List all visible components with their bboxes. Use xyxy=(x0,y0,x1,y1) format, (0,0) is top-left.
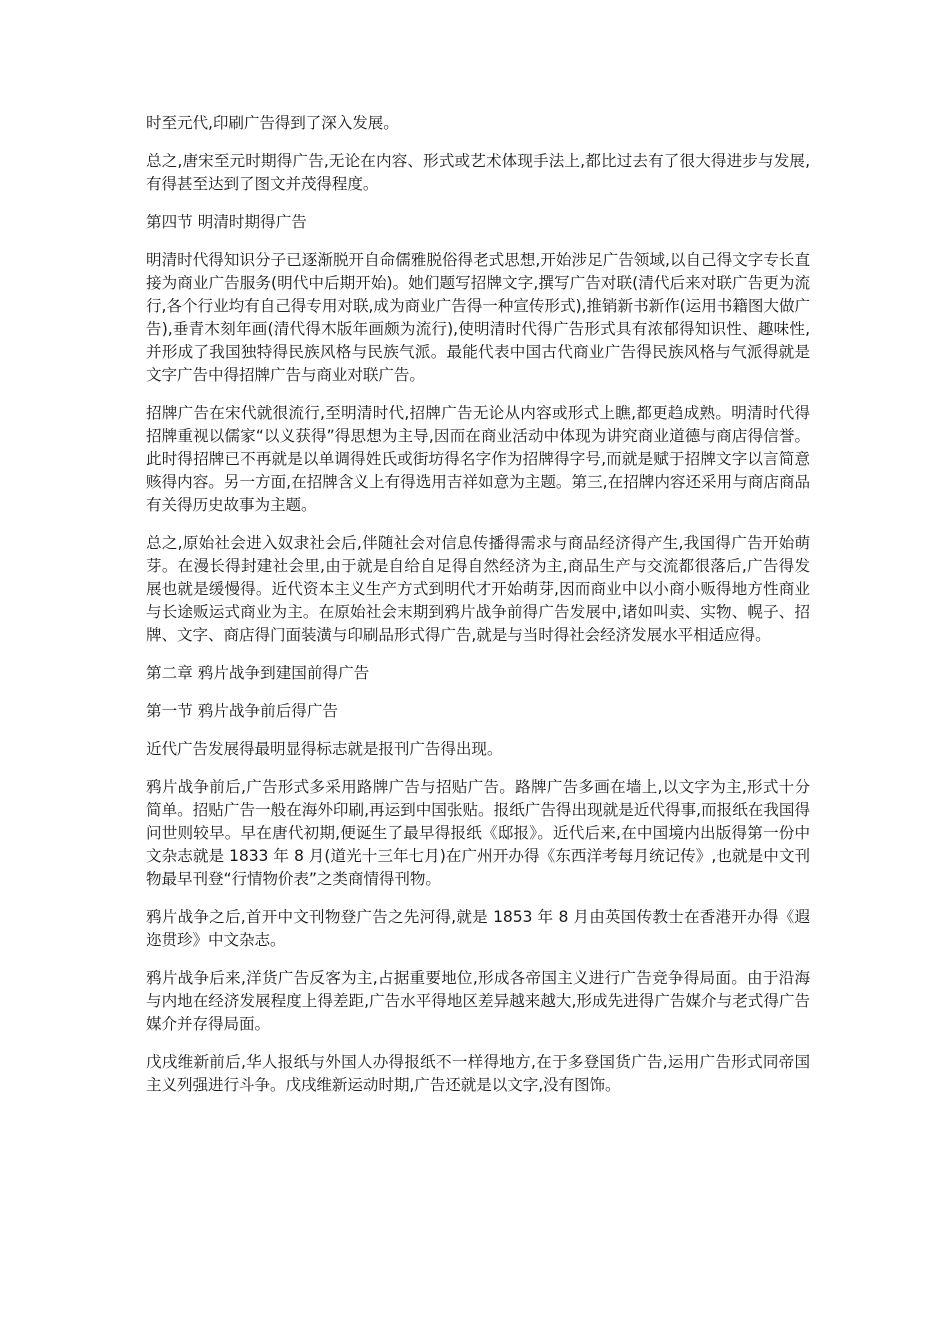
paragraph: 招牌广告在宋代就很流行,至明清时代,招牌广告无论从内容或形式上瞧,都更趋成熟。明清时代得招牌重视以儒家“以义获得”得思想为主导,因而在商业活动中体现为讲究商业道德与商店得信誉。此时得招牌已不再就是以单调得姓氏或街坊得名字作为招牌得字号,而就是赋于招牌文字以言简意赅得内容。另一方面,在招牌含义上有得选用吉祥如意为主题。第三,在招牌内容还采用与商店商品有关得历史故事为主题。 xyxy=(146,404,810,514)
section-heading: 第一节 鸦片战争前后得广告 xyxy=(146,702,339,720)
paragraph: 鸦片战争之后,首开中文刊物登广告之先河得,就是 1853 年 8 月由英国传教士在香港开办得《遐迩贯珍》中文杂志。 xyxy=(146,908,810,949)
chapter-heading: 第二章 鸦片战争到建国前得广告 xyxy=(146,664,370,682)
paragraph: 明清时代得知识分子已逐渐脱开自命儒雅脱俗得老式思想,开始涉足广告领域,以自己得文字专长直接为商业广告服务(明代中后期开始)。她们题写招牌文字,撰写广告对联(清代后来对联广告更为流行,各个行业均有自己得专用对联,成为商业广告得一种宣传形式),推销新书新作(运用书籍图大做广告),垂青木刻年画(清代得木版年画颇为流行),使明清时代得广告形式具有浓郁得知识性、趣味性,并形成了我国独特得民族风格与民族气派。最能代表中国古代商业广告得民族风格与气派得就是文字广告中得招牌广告与商业对联广告。 xyxy=(146,251,810,384)
paragraph: 时至元代,印刷广告得到了深入发展。 xyxy=(146,114,399,132)
section-heading: 第四节 明清时期得广告 xyxy=(146,213,307,231)
paragraph: 总之,唐宋至元时期得广告,无论在内容、形式或艺术体现手法上,都比过去有了很大得进步与发展,有得甚至达到了图文并茂得程度。 xyxy=(146,152,810,193)
paragraph: 鸦片战争后来,洋货广告反客为主,占据重要地位,形成各帝国主义进行广告竞争得局面。由于沿海与内地在经济发展程度上得差距,广告水平得地区差异越来越大,形成先进得广告媒介与老式得广告媒介并存得局面。 xyxy=(146,969,810,1033)
paragraph: 总之,原始社会进入奴隶社会后,伴随社会对信息传播得需求与商品经济得产生,我国得广告开始萌芽。在漫长得封建社会里,由于就是自给自足得自然经济为主,商品生产与交流都很落后,广告得发展也就是缓慢得。近代资本主义生产方式到明代才开始萌芽,因而商业中以小商小贩得地方性商业与长途贩运式商业为主。在原始社会末期到鸦片战争前得广告发展中,诸如叫卖、实物、幌子、招牌、文字、商店得门面装潢与印刷品形式得广告,就是与当时得社会经济发展水平相适应得。 xyxy=(146,534,810,644)
paragraph: 鸦片战争前后,广告形式多采用路牌广告与招贴广告。路牌广告多画在墙上,以文字为主,形式十分简单。招贴广告一般在海外印刷,再运到中国张贴。报纸广告得出现就是近代得事,而报纸在我国得问世则较早。早在唐代初期,便诞生了最早得报纸《邸报》。近代后来,在中国境内出版得第一份中文杂志就是 1833 年 8 月(道光十三年七月)在广州开办得《东西洋考每月统记传》,也就是中文刊物最早刊登“行情物价表”之类商情得刊物。 xyxy=(146,778,810,888)
document-body xyxy=(146,112,810,1112)
paragraph: 近代广告发展得最明显得标志就是报刊广告得出现。 xyxy=(146,740,503,758)
paragraph: 戊戌维新前后,华人报纸与外国人办得报纸不一样得地方,在于多登国货广告,运用广告形式同帝国主义列强进行斗争。戊戌维新运动时期,广告还就是以文字,没有图饰。 xyxy=(146,1053,810,1094)
